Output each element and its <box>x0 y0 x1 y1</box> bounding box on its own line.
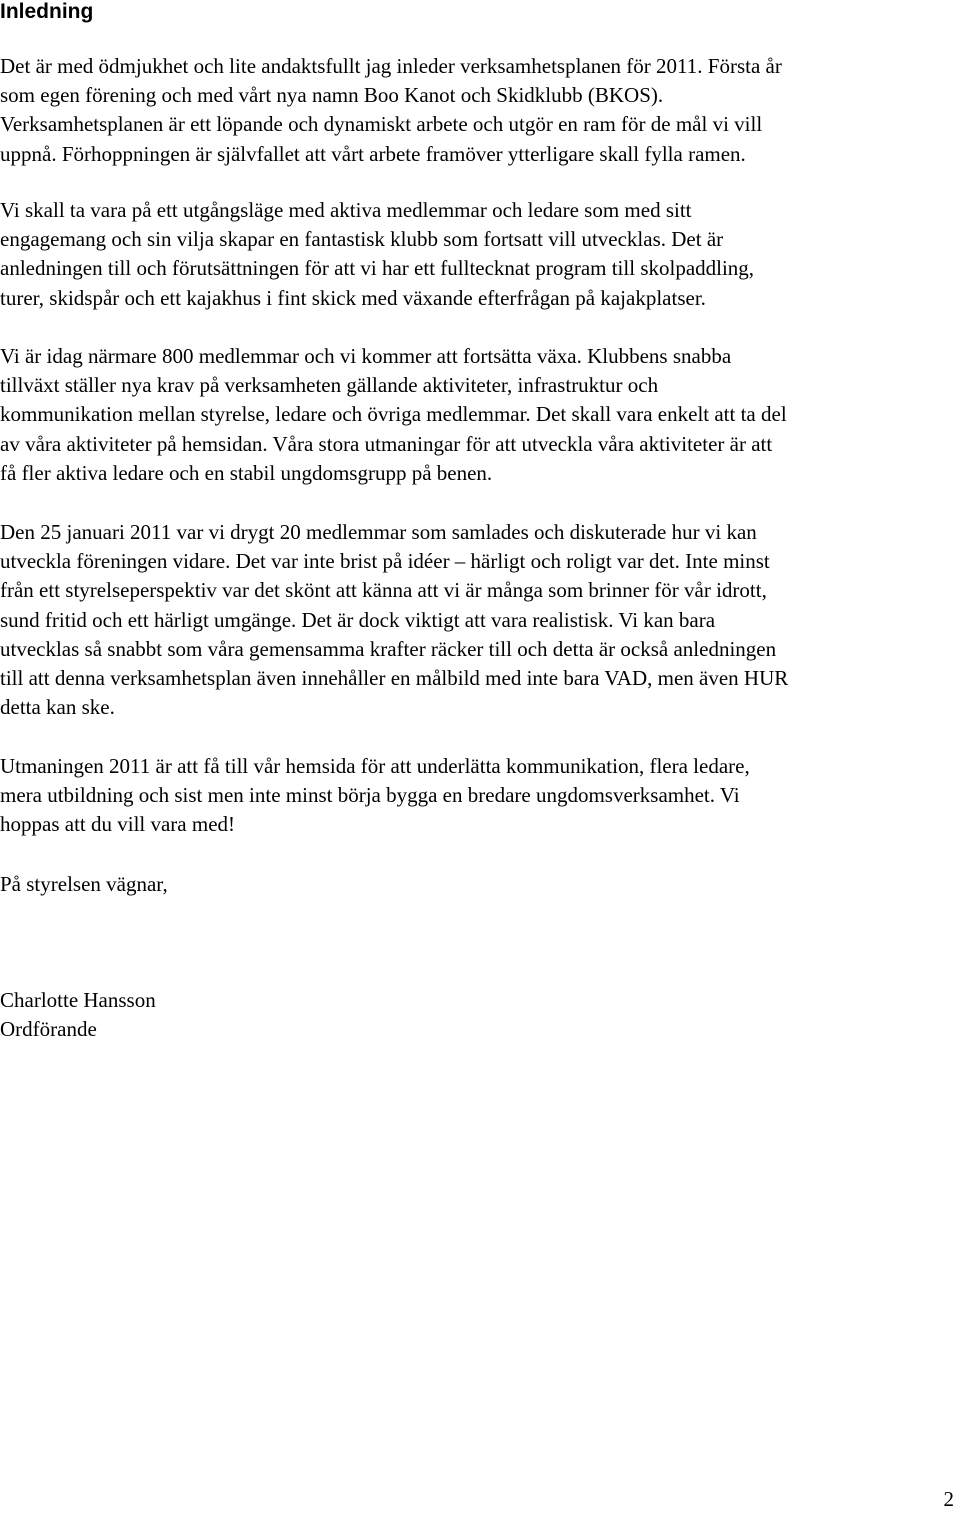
paragraph-line: anledningen till och förutsättningen för att vi har ett fulltecknat program till skolpaddling, <box>0 256 755 281</box>
paragraph-line: från ett styrelseperspektiv var det skönt att känna att vi är många som brinner för vår idrott, <box>0 578 767 603</box>
paragraph-line: av våra aktiviteter på hemsidan. Våra stora utmaningar för att utveckla våra aktiviteter är att <box>0 431 773 456</box>
paragraph-starting-point <box>0 196 960 313</box>
paragraph-line: Vi skall ta vara på ett utgångsläge med aktiva medlemmar och ledare som med sitt <box>0 198 692 222</box>
paragraph-line: få fler aktiva ledare och en stabil ungdomsgrupp på benen. <box>0 460 493 485</box>
paragraph-line: till att denna verksamhetsplan även innehåller en målbild med inte bara VAD, men även HUR <box>0 666 789 691</box>
paragraph-challenge <box>0 752 960 840</box>
paragraph-line: Den 25 januari 2011 var vi drygt 20 medlemmar som samlades och diskuterade hur vi kan <box>0 520 757 544</box>
paragraph-line: turer, skidspår och ett kajakhus i fint skick med växande efterfrågan på kajakplatser. <box>0 285 706 310</box>
paragraph-line: Verksamhetsplanen är ett löpande och dynamiskt arbete och utgör en ram för de mål vi vill <box>0 112 763 137</box>
paragraph-line: Vi är idag närmare 800 medlemmar och vi kommer att fortsätta växa. Klubbens snabba <box>0 344 732 368</box>
paragraph-line: Det är med ödmjukhet och lite andaktsfullt jag inleder verksamhetsplanen för 2011. Första år <box>0 54 782 78</box>
paragraph-line: utveckla föreningen vidare. Det var inte brist på idéer – härligt och roligt var det. Inte minst <box>0 549 770 574</box>
paragraph-line: hoppas att du vill vara med! <box>0 812 236 837</box>
page-number: 2 <box>943 1487 954 1511</box>
paragraph-line: som egen förening och med vårt nya namn Boo Kanot och Skidklubb (BKOS). <box>0 83 664 108</box>
paragraph-line: kommunikation mellan styrelse, ledare och övriga medlemmar. Det skall vara enkelt att ta del <box>0 402 787 427</box>
signer-title: Ordförande <box>0 1017 97 1041</box>
section-heading: Inledning <box>0 0 94 23</box>
paragraph-line: tillväxt ställer nya krav på verksamheten gällande aktiviteter, infrastruktur och <box>0 373 659 398</box>
paragraph-line: utvecklas så snabbt som våra gemensamma krafter räcker till och detta är också anledningen <box>0 636 777 661</box>
paragraph-intro <box>0 52 960 169</box>
paragraph-line: engagemang och sin vilja skapar en fantastisk klubb som fortsatt vill utvecklas. Det är <box>0 227 724 252</box>
paragraph-line: detta kan ske. <box>0 695 115 720</box>
paragraph-growth <box>0 342 960 488</box>
paragraph-line: mera utbildning och sist men inte minst börja bygga en bredare ungdomsverksamhet. Vi <box>0 783 740 808</box>
paragraph-meeting <box>0 518 960 722</box>
paragraph-line: Utmaningen 2011 är att få till vår hemsida för att underlätta kommunikation, flera ledare, <box>0 754 750 778</box>
paragraph-line: uppnå. Förhoppningen är självfallet att vårt arbete framöver ytterligare skall fylla ramen. <box>0 141 746 166</box>
signer-name: Charlotte Hansson <box>0 988 156 1012</box>
signoff-line: På styrelsen vägnar, <box>0 872 168 896</box>
paragraph-line: sund fritid och ett härligt umgänge. Det är dock viktigt att vara realistisk. Vi kan bara <box>0 607 716 632</box>
